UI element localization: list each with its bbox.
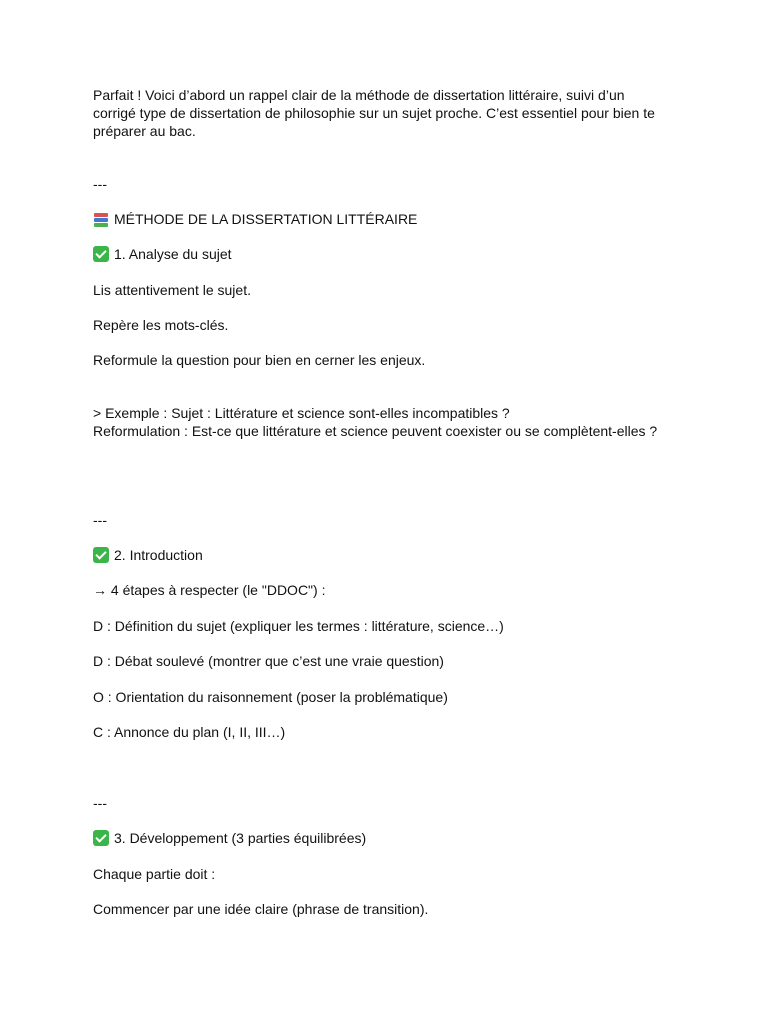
separator-3: ---: [93, 795, 107, 811]
example-quote: [93, 404, 678, 440]
section-1-heading-text: 1. Analyse du sujet: [114, 246, 232, 262]
section-3-heading: [93, 829, 678, 847]
section-3-item: Chaque partie doit :: [93, 866, 216, 882]
method-title: [93, 210, 678, 228]
method-title-text: MÉTHODE DE LA DISSERTATION LITTÉRAIRE: [114, 211, 418, 227]
section-2-lead: → 4 étapes à respecter (le "DDOC") :: [93, 582, 326, 598]
example-line-2: Reformulation : Est-ce que littérature et science peuvent coexister ou se complètent-elles ?: [93, 423, 658, 439]
section-1-item: Reformule la question pour bien en cerner les enjeux.: [93, 352, 426, 368]
section-3-heading-text: 3. Développement (3 parties équilibrées): [114, 830, 367, 846]
section-1-item: Repère les mots-clés.: [93, 317, 229, 333]
section-2-item: D : Débat soulevé (montrer que c’est une vraie question): [93, 653, 444, 669]
intro-line-1: Parfait ! Voici d’abord un rappel clair de la méthode de dissertation littéraire, suivi d’un: [93, 87, 625, 103]
intro-line-2: corrigé type de dissertation de philosophie sur un sujet proche. C’est essentiel pour bien te: [93, 105, 655, 121]
separator-2: ---: [93, 512, 107, 528]
section-2-heading-text: 2. Introduction: [114, 547, 203, 563]
check-mark-icon: [93, 246, 109, 262]
section-2-heading: [93, 546, 678, 564]
section-3-item: Commencer par une idée claire (phrase de transition).: [93, 901, 429, 917]
example-line-1: > Exemple : Sujet : Littérature et science sont-elles incompatibles ?: [93, 405, 510, 421]
separator-1: ---: [93, 176, 107, 192]
check-mark-icon: [93, 547, 109, 563]
section-2-item: O : Orientation du raisonnement (poser la problématique): [93, 689, 448, 705]
intro-paragraph: [93, 86, 678, 140]
section-1-item: Lis attentivement le sujet.: [93, 282, 251, 298]
section-2-item: C : Annonce du plan (I, II, III…): [93, 724, 286, 740]
section-1-heading: [93, 245, 678, 263]
check-mark-icon: [93, 830, 109, 846]
books-icon: [93, 211, 109, 227]
intro-line-3: préparer au bac.: [93, 123, 196, 139]
section-2-item: D : Définition du sujet (expliquer les termes : littérature, science…): [93, 618, 504, 634]
